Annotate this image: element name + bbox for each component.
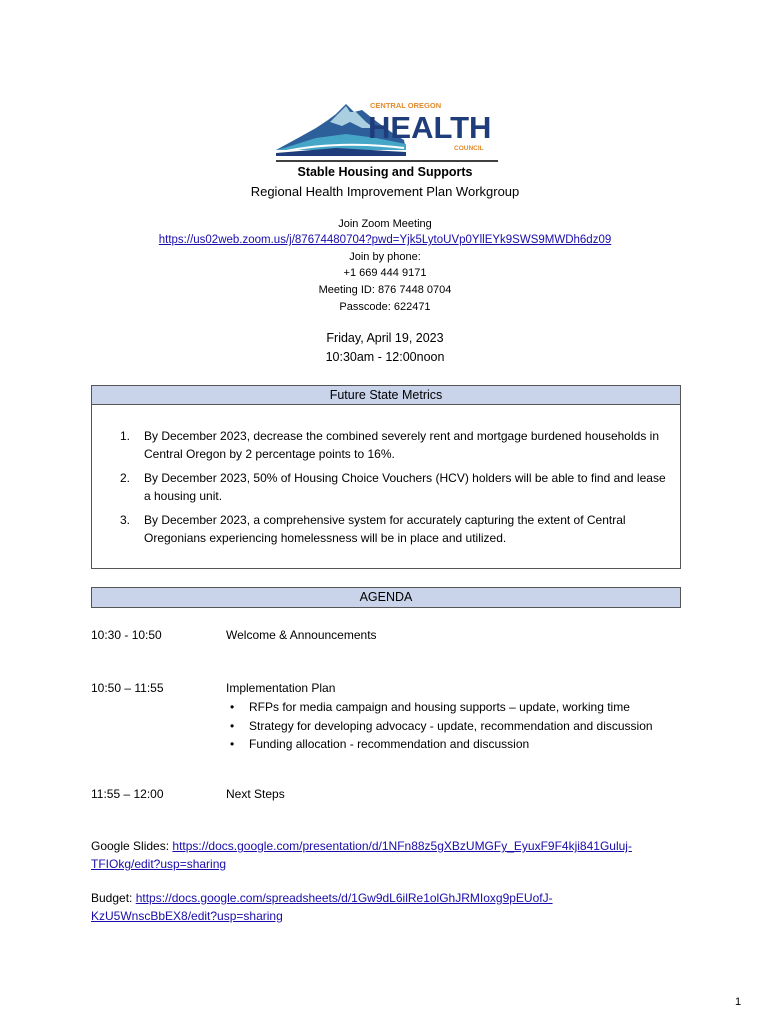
future-state-metrics-box — [91, 385, 681, 569]
agenda-time: 11:55 – 12:00 — [91, 787, 164, 801]
zoom-meeting-link[interactable]: https://us02web.zoom.us/j/87674480704?pwd=Yjk5LytoUVp0YllEYk9SWS9MWDh6dz09 — [158, 234, 612, 246]
passcode: Passcode: 622471 — [339, 301, 431, 313]
document-subtitle: Regional Health Improvement Plan Workgroup — [250, 184, 520, 199]
list-item — [226, 717, 653, 736]
google-slides-link[interactable]: https://docs.google.com/presentation/d/1NFn88z5gXBzUMGFy_EyuxF9F4kji841Guluj- — [172, 839, 632, 853]
list-item-text: By December 2023, 50% of Housing Choice Vouchers (HCV) holders will be able to find and lease a housing unit. — [144, 471, 666, 503]
list-item-text: By December 2023, a comprehensive system for accurately capturing the extent of Central Oregonians experiencing homelessness will be in place and utilized. — [144, 513, 626, 545]
agenda-title: Next Steps — [226, 787, 285, 801]
metrics-heading: Future State Metrics — [92, 386, 680, 405]
google-slides-paragraph — [91, 838, 691, 873]
bullet-icon: • — [230, 737, 235, 751]
logo-bottom-text: COUNCIL — [454, 145, 484, 152]
list-item-number: 3. — [120, 513, 131, 527]
budget-link[interactable]: https://docs.google.com/spreadsheets/d/1Gw9dL6ilRe1olGhJRMIoxg9pEUofJ- — [135, 891, 553, 905]
agenda-bullet-list — [226, 698, 653, 754]
bullet-text: Strategy for developing advocacy - update, recommendation and discussion — [249, 718, 653, 733]
join-zoom-label: Join Zoom Meeting — [338, 218, 432, 230]
bullet-icon: • — [230, 718, 235, 733]
agenda-title: Welcome & Announcements — [226, 628, 377, 642]
central-oregon-health-council-logo — [276, 98, 498, 162]
bullet-text: Funding allocation - recommendation and discussion — [249, 737, 530, 751]
document-title: Stable Housing and Supports — [297, 165, 473, 179]
list-item — [226, 698, 653, 717]
metrics-list — [92, 428, 680, 554]
agenda-time: 10:50 – 11:55 — [91, 681, 164, 695]
meeting-date: Friday, April 19, 2023 — [326, 331, 444, 345]
bullet-text: RFPs for media campaign and housing supports – update, working time — [249, 700, 630, 714]
budget-paragraph — [91, 890, 691, 925]
join-phone-label: Join by phone: — [349, 251, 421, 263]
meeting-time: 10:30am - 12:00noon — [325, 350, 445, 364]
budget-label: Budget: — [91, 891, 136, 905]
phone-number: +1 669 444 9171 — [343, 267, 427, 279]
google-slides-label: Google Slides: — [91, 839, 173, 853]
list-item — [92, 470, 680, 505]
list-item — [226, 735, 653, 754]
bullet-icon: • — [230, 700, 235, 714]
logo-top-text: CENTRAL OREGON — [370, 101, 442, 110]
agenda-time: 10:30 - 10:50 — [91, 628, 162, 642]
budget-link-continued[interactable]: KzU5WnscBbEX8/edit?usp=sharing — [91, 908, 283, 923]
agenda-heading: AGENDA — [91, 587, 681, 608]
list-item-text: By December 2023, decrease the combined severely rent and mortgage burdened households in Central Oregon by 2 percentage points to 16%. — [144, 429, 659, 461]
list-item — [92, 512, 680, 547]
list-item-number: 2. — [120, 471, 131, 485]
google-slides-link-continued[interactable]: TFIOkg/edit?usp=sharing — [91, 856, 227, 871]
page-number: 1 — [735, 996, 742, 1008]
list-item — [92, 428, 680, 463]
list-item-number: 1. — [120, 429, 131, 443]
logo-main-text: HEALTH — [368, 110, 492, 145]
agenda-title: Implementation Plan — [226, 681, 336, 695]
meeting-id: Meeting ID: 876 7448 0704 — [318, 284, 452, 296]
